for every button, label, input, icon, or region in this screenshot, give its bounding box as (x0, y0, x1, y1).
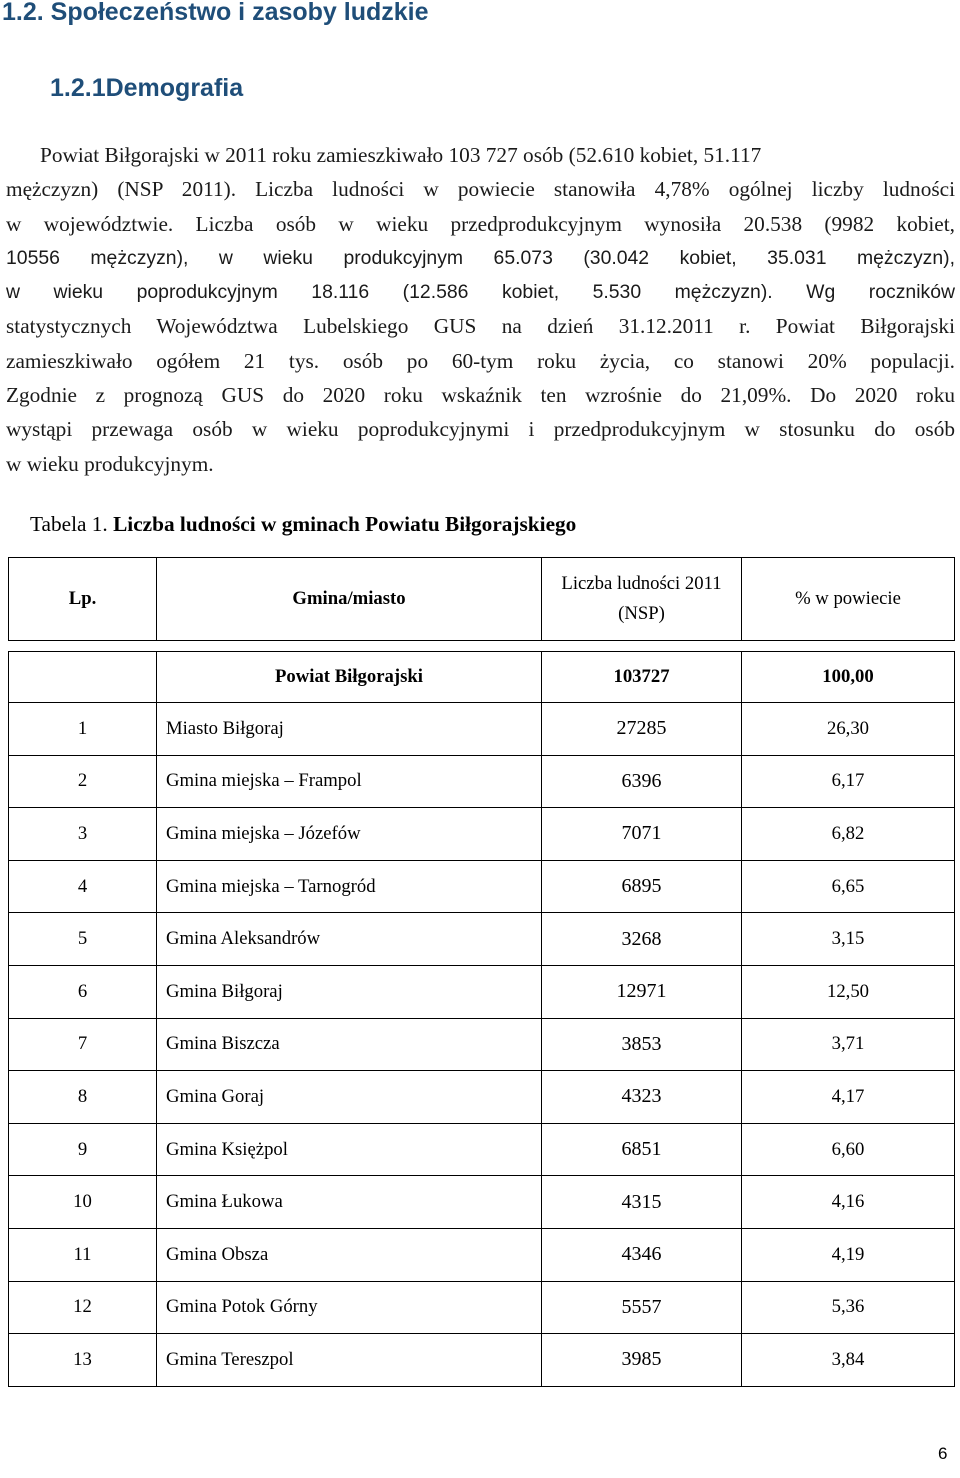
header-lp: Lp. (9, 558, 157, 641)
row-lp: 8 (9, 1071, 157, 1124)
table-row (9, 1176, 955, 1229)
row-lp: 12 (9, 1281, 157, 1334)
table-spacer (9, 641, 955, 652)
paragraph-line: 10556 mężczyzn), w wieku produkcyjnym 65.073 (30.042 kobiet, 35.031 mężczyzn), (6, 246, 955, 269)
demography-paragraph (6, 138, 955, 481)
table-caption-prefix: Tabela 1. (30, 512, 114, 536)
row-percent: 5,36 (742, 1281, 955, 1334)
table-row (9, 1123, 955, 1176)
row-percent: 3,71 (742, 1018, 955, 1071)
paragraph-line: Powiat Biłgorajski w 2011 roku zamieszkiwało 103 727 osób (52.610 kobiet, 51.117 (40, 143, 762, 167)
row-lp: 11 (9, 1228, 157, 1281)
header-ludnosc-line1: Liczba ludności 2011 (561, 573, 722, 594)
row-percent: 4,16 (742, 1176, 955, 1229)
table-row (9, 1334, 955, 1387)
row-percent: 26,30 (742, 703, 955, 756)
row-value: 4323 (542, 1071, 742, 1124)
row-name: Gmina Goraj (157, 1071, 542, 1124)
row-name: Gmina Biszcza (157, 1018, 542, 1071)
row-lp: 6 (9, 965, 157, 1018)
row-percent: 12,50 (742, 965, 955, 1018)
row-value: 3985 (542, 1334, 742, 1387)
paragraph-line: mężczyzn) (NSP 2011). Liczba ludności w powiecie stanowiła 4,78% ogólnej liczby ludności (6, 177, 955, 202)
row-lp: 9 (9, 1123, 157, 1176)
row-name: Gmina Aleksandrów (157, 913, 542, 966)
table-row (9, 755, 955, 808)
table-row (9, 1018, 955, 1071)
row-lp: 10 (9, 1176, 157, 1229)
row-percent: 6,82 (742, 808, 955, 861)
row-value: 12971 (542, 965, 742, 1018)
row-name: Gmina miejska – Frampol (157, 755, 542, 808)
row-name: Gmina Obsza (157, 1228, 542, 1281)
table-row (9, 1071, 955, 1124)
paragraph-line: w wieku produkcyjnym. (6, 451, 214, 476)
paragraph-line: statystycznych Województwa Lubelskiego GUS na dzień 31.12.2011 r. Powiat Biłgorajski (6, 314, 955, 339)
header-procent: % w powiecie (742, 558, 955, 641)
table-row (9, 808, 955, 861)
row-value: 4315 (542, 1176, 742, 1229)
paragraph-line: wystąpi przewaga osób w wieku poprodukcyjnymi i przedprodukcyjnym w stosunku do osób (6, 417, 955, 442)
row-value: 27285 (542, 703, 742, 756)
row-percent: 6,17 (742, 755, 955, 808)
row-name: Gmina miejska – Józefów (157, 808, 542, 861)
row-percent: 3,15 (742, 913, 955, 966)
row-value: 7071 (542, 808, 742, 861)
row-lp: 4 (9, 860, 157, 913)
total-percent: 100,00 (742, 652, 955, 703)
header-ludnosc (542, 558, 742, 641)
table-row (9, 965, 955, 1018)
row-name: Gmina miejska – Tarnogród (157, 860, 542, 913)
row-value: 6895 (542, 860, 742, 913)
paragraph-line: w wieku poprodukcyjnym 18.116 (12.586 kobiet, 5.530 mężczyzn). Wg roczników (6, 281, 955, 304)
row-lp: 3 (9, 808, 157, 861)
paragraph-line: Zgodnie z prognozą GUS do 2020 roku wskaźnik ten wzrośnie do 21,09%. Do 2020 roku (6, 383, 955, 408)
row-lp: 1 (9, 703, 157, 756)
row-value: 6396 (542, 755, 742, 808)
subsection-heading: 1.2.1Demografia (50, 74, 244, 102)
row-percent: 6,65 (742, 860, 955, 913)
row-name: Miasto Biłgoraj (157, 703, 542, 756)
page-number: 6 (938, 1444, 948, 1463)
header-ludnosc-line2: (NSP) (618, 603, 665, 624)
table-body (9, 703, 955, 1387)
row-value: 3268 (542, 913, 742, 966)
row-name: Gmina Biłgoraj (157, 965, 542, 1018)
row-lp: 2 (9, 755, 157, 808)
row-percent: 6,60 (742, 1123, 955, 1176)
row-lp: 13 (9, 1334, 157, 1387)
total-lp (9, 652, 157, 703)
row-value: 5557 (542, 1281, 742, 1334)
table-row (9, 860, 955, 913)
table-row (9, 1228, 955, 1281)
table-total-row (9, 652, 955, 703)
table-header-row (9, 558, 955, 641)
table-row (9, 913, 955, 966)
row-value: 3853 (542, 1018, 742, 1071)
row-lp: 5 (9, 913, 157, 966)
section-heading: 1.2. Społeczeństwo i zasoby ludzkie (2, 0, 429, 26)
table-caption (30, 512, 576, 537)
row-value: 6851 (542, 1123, 742, 1176)
row-name: Gmina Tereszpol (157, 1334, 542, 1387)
row-name: Gmina Potok Górny (157, 1281, 542, 1334)
table-spacer-row (9, 641, 955, 652)
population-table (8, 557, 955, 1387)
row-name: Gmina Łukowa (157, 1176, 542, 1229)
table-caption-title: Liczba ludności w gminach Powiatu Biłgorajskiego (113, 512, 577, 536)
total-name: Powiat Biłgorajski (157, 652, 542, 703)
row-percent: 3,84 (742, 1334, 955, 1387)
paragraph-line: w województwie. Liczba osób w wieku przedprodukcyjnym wynosiła 20.538 (9982 kobiet, (6, 211, 955, 236)
row-name: Gmina Księżpol (157, 1123, 542, 1176)
row-lp: 7 (9, 1018, 157, 1071)
paragraph-line: zamieszkiwało ogółem 21 tys. osób po 60-tym roku życia, co stanowi 20% populacji. (6, 348, 955, 373)
row-percent: 4,19 (742, 1228, 955, 1281)
header-gmina: Gmina/miasto (157, 558, 542, 641)
row-percent: 4,17 (742, 1071, 955, 1124)
row-value: 4346 (542, 1228, 742, 1281)
table-row (9, 703, 955, 756)
table-row (9, 1281, 955, 1334)
total-value: 103727 (542, 652, 742, 703)
